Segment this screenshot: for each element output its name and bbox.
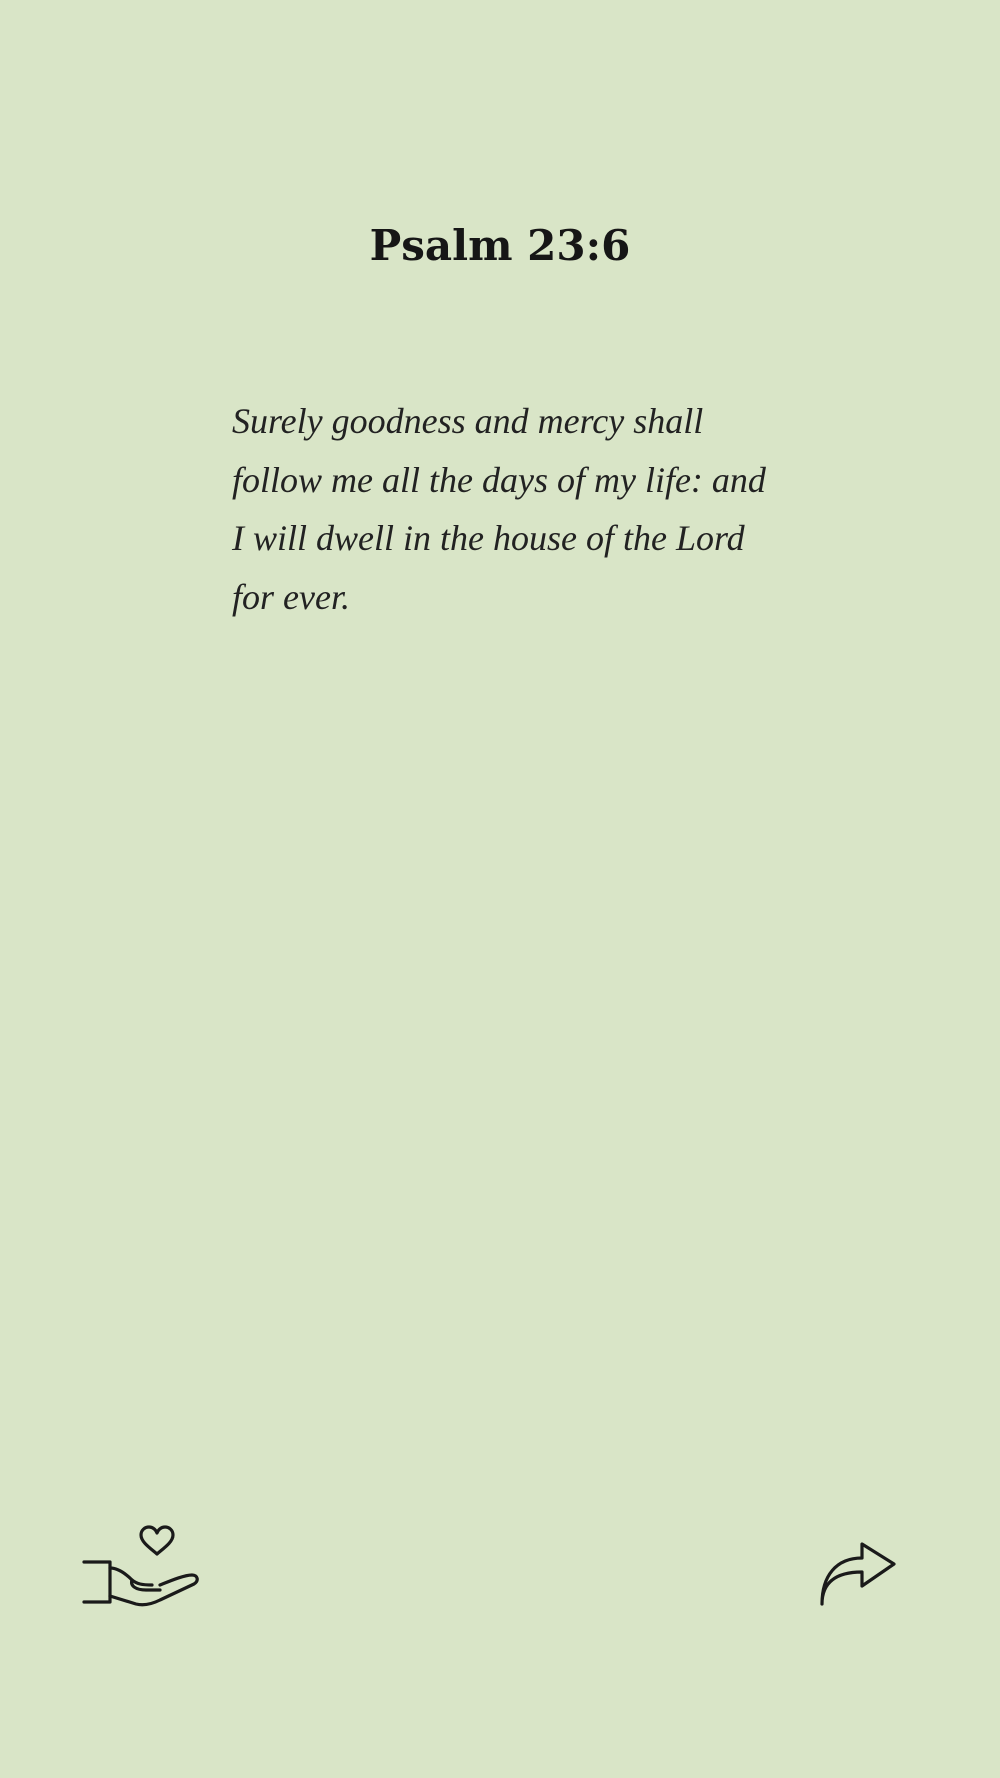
hand-heart-icon (80, 1524, 204, 1608)
donate-button[interactable] (80, 1524, 204, 1608)
share-arrow-icon (818, 1542, 898, 1608)
verse-text: Surely goodness and mercy shall follow me all the days of my life: and I will dwell in the house of the Lord for ever. (232, 401, 766, 617)
share-button[interactable] (818, 1542, 898, 1608)
verse-reference: Psalm 23:6 (369, 221, 631, 270)
